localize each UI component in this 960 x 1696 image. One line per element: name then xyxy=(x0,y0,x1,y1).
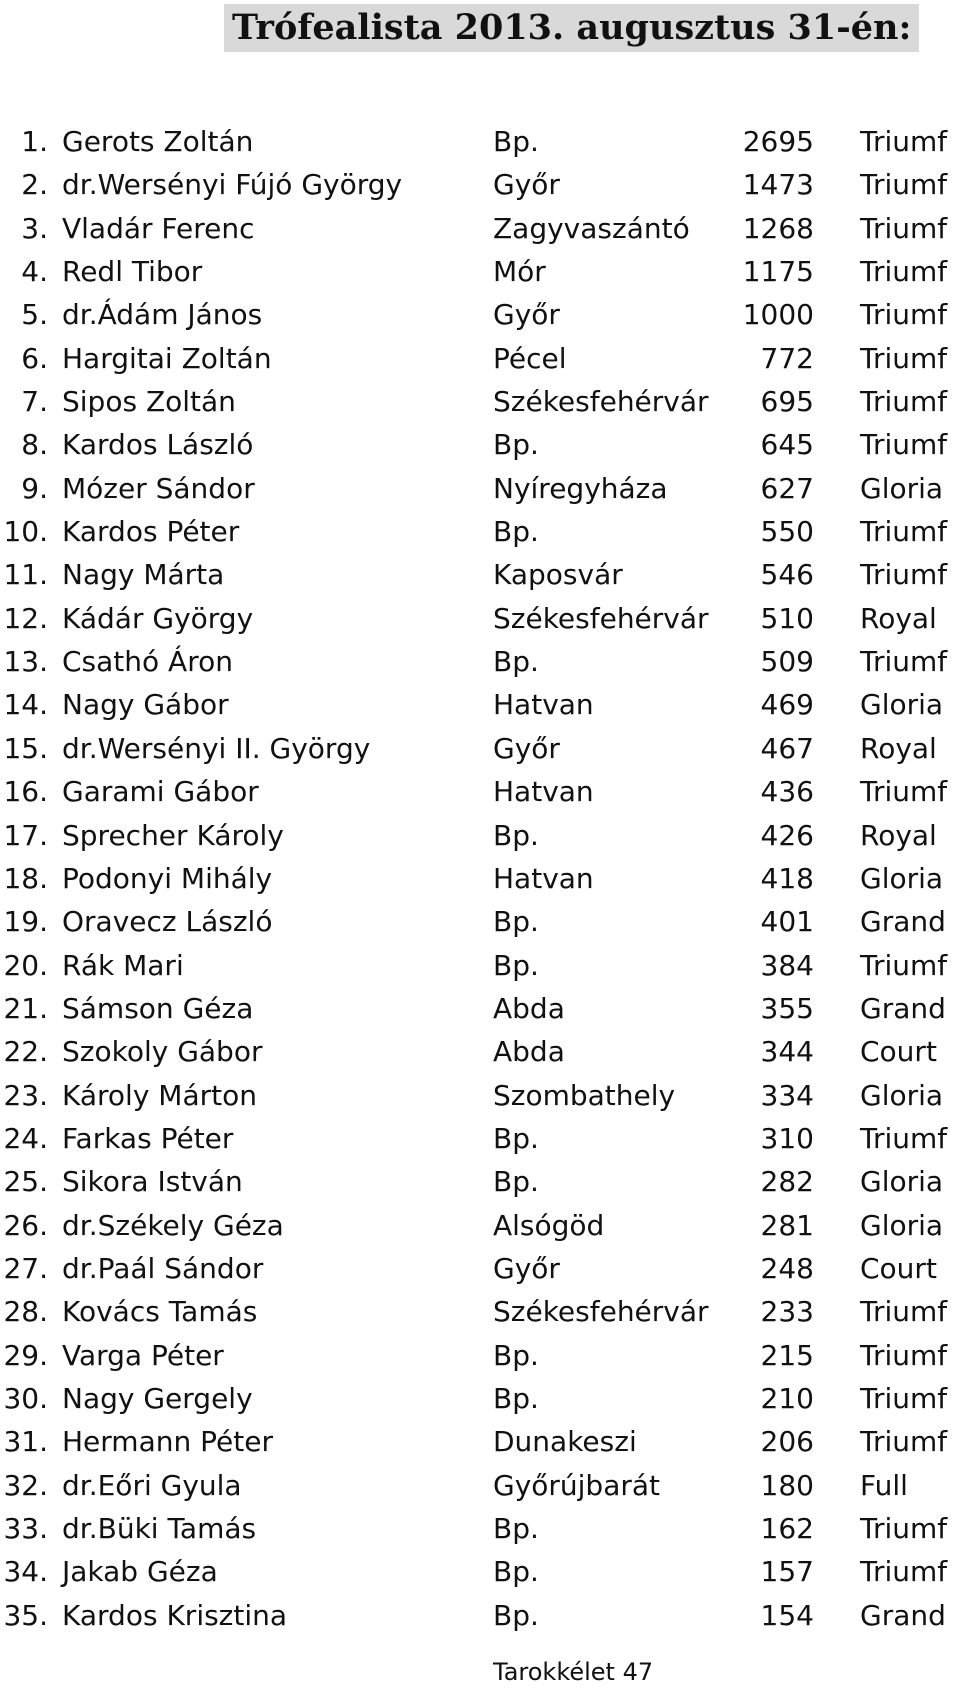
card-brand: Triumf xyxy=(860,1512,948,1545)
player-city: Pécel xyxy=(493,341,567,375)
rank-number: 11. xyxy=(3,558,48,592)
page-title: Trófealista 2013. augusztus 31-én: xyxy=(224,4,919,52)
card-brand: Gloria xyxy=(860,1078,944,1112)
player-city: Bp. xyxy=(493,1381,539,1415)
player-city: Bp. xyxy=(493,515,539,549)
player-name: Károly Márton xyxy=(62,1078,257,1112)
player-name: Kardos Krisztina xyxy=(62,1598,288,1632)
card-brand: Triumf xyxy=(860,168,948,202)
rank-number: 35. xyxy=(3,1598,48,1632)
player-city: Győr xyxy=(493,1251,560,1285)
player-name: Nagy Gábor xyxy=(62,688,229,722)
player-score: 162 xyxy=(760,1512,814,1545)
player-city: Bp. xyxy=(493,948,539,982)
player-score: 467 xyxy=(760,731,814,765)
card-brand: Triumf xyxy=(860,255,948,289)
player-name: Csathó Áron xyxy=(62,645,233,679)
player-city: Győrújbarát xyxy=(493,1468,661,1502)
player-score: 772 xyxy=(760,341,814,375)
rank-number: 15. xyxy=(3,731,48,765)
card-brand: Royal xyxy=(860,601,937,635)
player-score: 401 xyxy=(760,905,814,939)
player-name: dr.Ádám János xyxy=(62,298,263,332)
player-city: Győr xyxy=(493,168,560,202)
table-row xyxy=(0,510,960,553)
player-city: Hatvan xyxy=(493,688,594,722)
player-score: 546 xyxy=(760,558,814,592)
player-score: 645 xyxy=(760,428,814,462)
card-brand: Triumf xyxy=(860,1425,948,1459)
rank-number: 6. xyxy=(21,341,48,375)
card-brand: Triumf xyxy=(860,1295,948,1329)
player-city: Bp. xyxy=(493,1338,539,1372)
player-score: 695 xyxy=(760,385,814,419)
player-city: Hatvan xyxy=(493,861,594,895)
player-score: 1268 xyxy=(742,211,814,245)
player-score: 509 xyxy=(760,645,814,679)
rank-number: 33. xyxy=(3,1512,48,1545)
table-row xyxy=(0,814,960,857)
player-name: Varga Péter xyxy=(62,1338,224,1372)
card-brand: Triumf xyxy=(860,1121,948,1155)
table-row xyxy=(0,770,960,813)
table-row xyxy=(0,683,960,726)
player-name: Rák Mari xyxy=(62,948,184,982)
card-brand: Triumf xyxy=(860,428,948,462)
card-brand: Grand xyxy=(860,905,946,939)
player-name: Kardos Péter xyxy=(62,515,240,549)
player-name: dr.Székely Géza xyxy=(62,1208,284,1242)
player-score: 384 xyxy=(760,948,814,982)
player-score: 418 xyxy=(760,861,814,895)
player-score: 469 xyxy=(760,688,814,722)
table-row xyxy=(0,1594,960,1637)
card-brand: Triumf xyxy=(860,515,948,549)
player-name: Mózer Sándor xyxy=(62,471,255,505)
rank-number: 12. xyxy=(3,601,48,635)
player-name: Vladár Ferenc xyxy=(62,211,255,245)
table-row xyxy=(0,944,960,987)
card-brand: Triumf xyxy=(860,1381,948,1415)
table-row xyxy=(0,1377,960,1420)
table-row xyxy=(0,1117,960,1160)
table-row xyxy=(0,1074,960,1117)
card-brand: Gloria xyxy=(860,1165,944,1199)
player-name: Podonyi Mihály xyxy=(62,861,273,895)
player-score: 233 xyxy=(760,1295,814,1329)
player-score: 180 xyxy=(760,1468,814,1502)
player-score: 2695 xyxy=(742,125,814,158)
card-brand: Triumf xyxy=(860,1555,948,1589)
card-brand: Triumf xyxy=(860,645,948,679)
card-brand: Court xyxy=(860,1035,937,1069)
rank-number: 29. xyxy=(3,1338,48,1372)
rank-number: 2. xyxy=(21,168,48,202)
card-brand: Grand xyxy=(860,1598,946,1632)
player-score: 310 xyxy=(760,1121,814,1155)
rank-number: 25. xyxy=(3,1165,48,1199)
player-name: Gerots Zoltán xyxy=(62,125,254,158)
table-row xyxy=(0,467,960,510)
player-name: Farkas Péter xyxy=(62,1121,234,1155)
player-name: Hargitai Zoltán xyxy=(62,341,272,375)
card-brand: Triumf xyxy=(860,385,948,419)
table-row xyxy=(0,337,960,380)
rank-number: 10. xyxy=(3,515,48,549)
rank-number: 32. xyxy=(3,1468,48,1502)
table-row xyxy=(0,640,960,683)
rank-number: 23. xyxy=(3,1078,48,1112)
card-brand: Triumf xyxy=(860,775,948,809)
table-row xyxy=(0,1334,960,1377)
table-row xyxy=(0,857,960,900)
player-city: Székesfehérvár xyxy=(493,385,709,419)
player-score: 206 xyxy=(760,1425,814,1459)
player-score: 157 xyxy=(760,1555,814,1589)
player-city: Győr xyxy=(493,731,560,765)
player-score: 248 xyxy=(760,1251,814,1285)
player-name: Kádár György xyxy=(62,601,254,635)
rank-number: 16. xyxy=(3,775,48,809)
player-city: Szombathely xyxy=(493,1078,676,1112)
player-city: Bp. xyxy=(493,1121,539,1155)
card-brand: Court xyxy=(860,1251,937,1285)
player-city: Abda xyxy=(493,991,565,1025)
card-brand: Gloria xyxy=(860,861,944,895)
player-name: Oravecz László xyxy=(62,905,273,939)
card-brand: Royal xyxy=(860,818,937,852)
card-brand: Grand xyxy=(860,991,946,1025)
player-city: Kaposvár xyxy=(493,558,623,592)
player-city: Nyíregyháza xyxy=(493,471,668,505)
rank-number: 30. xyxy=(3,1381,48,1415)
rank-number: 21. xyxy=(3,991,48,1025)
table-row xyxy=(0,1420,960,1463)
player-score: 627 xyxy=(760,471,814,505)
player-name: Sikora István xyxy=(62,1165,243,1199)
player-score: 426 xyxy=(760,818,814,852)
table-row xyxy=(0,380,960,423)
rank-number: 28. xyxy=(3,1295,48,1329)
player-score: 281 xyxy=(760,1208,814,1242)
table-row xyxy=(0,727,960,770)
player-name: Kovács Tamás xyxy=(62,1295,258,1329)
player-city: Mór xyxy=(493,255,546,289)
table-row xyxy=(0,1247,960,1290)
rank-number: 13. xyxy=(3,645,48,679)
rank-number: 19. xyxy=(3,905,48,939)
player-score: 510 xyxy=(760,601,814,635)
player-name: dr.Wersényi II. György xyxy=(62,731,371,765)
player-city: Bp. xyxy=(493,1598,539,1632)
card-brand: Triumf xyxy=(860,125,948,158)
player-city: Székesfehérvár xyxy=(493,601,709,635)
player-name: Kardos László xyxy=(62,428,254,462)
player-score: 282 xyxy=(760,1165,814,1199)
player-name: Garami Gábor xyxy=(62,775,259,809)
player-city: Bp. xyxy=(493,818,539,852)
player-name: Nagy Gergely xyxy=(62,1381,253,1415)
card-brand: Full xyxy=(860,1468,908,1502)
card-brand: Triumf xyxy=(860,1338,948,1372)
player-city: Győr xyxy=(493,298,560,332)
table-row xyxy=(0,987,960,1030)
player-city: Bp. xyxy=(493,1512,539,1545)
table-row xyxy=(0,900,960,943)
card-brand: Triumf xyxy=(860,211,948,245)
rank-number: 14. xyxy=(3,688,48,722)
rank-number: 4. xyxy=(21,255,48,289)
player-score: 154 xyxy=(760,1598,814,1632)
player-city: Zagyvaszántó xyxy=(493,211,690,245)
player-city: Székesfehérvár xyxy=(493,1295,709,1329)
player-city: Bp. xyxy=(493,1165,539,1199)
table-row xyxy=(0,293,960,336)
rank-number: 27. xyxy=(3,1251,48,1285)
rank-number: 8. xyxy=(21,428,48,462)
card-brand: Gloria xyxy=(860,688,944,722)
table-row xyxy=(0,250,960,293)
table-row xyxy=(0,1030,960,1073)
table-row xyxy=(0,553,960,596)
player-score: 1000 xyxy=(742,298,814,332)
table-row xyxy=(0,597,960,640)
page-footer: Tarokkélet 47 xyxy=(493,1658,654,1686)
card-brand: Royal xyxy=(860,731,937,765)
rank-number: 20. xyxy=(3,948,48,982)
rank-number: 3. xyxy=(21,211,48,245)
table-row xyxy=(0,120,960,163)
table-row xyxy=(0,163,960,206)
player-score: 355 xyxy=(760,991,814,1025)
player-city: Alsógöd xyxy=(493,1208,605,1242)
player-city: Bp. xyxy=(493,1555,539,1589)
table-row xyxy=(0,1160,960,1203)
card-brand: Gloria xyxy=(860,471,944,505)
player-score: 344 xyxy=(760,1035,814,1069)
rank-number: 24. xyxy=(3,1121,48,1155)
card-brand: Triumf xyxy=(860,341,948,375)
player-name: dr.Eőri Gyula xyxy=(62,1468,242,1502)
card-brand: Gloria xyxy=(860,1208,944,1242)
player-name: dr.Wersényi Fújó György xyxy=(62,168,403,202)
rank-number: 17. xyxy=(3,818,48,852)
table-row xyxy=(0,423,960,466)
table-row xyxy=(0,1204,960,1247)
player-name: Sprecher Károly xyxy=(62,818,284,852)
player-score: 1473 xyxy=(742,168,814,202)
card-brand: Triumf xyxy=(860,298,948,332)
player-score: 334 xyxy=(760,1078,814,1112)
rank-number: 9. xyxy=(21,471,48,505)
player-name: Nagy Márta xyxy=(62,558,225,592)
table-row xyxy=(0,1550,960,1593)
player-score: 1175 xyxy=(742,255,814,289)
rank-number: 31. xyxy=(3,1425,48,1459)
trophy-list xyxy=(0,120,960,1637)
player-name: Szokoly Gábor xyxy=(62,1035,263,1069)
card-brand: Triumf xyxy=(860,558,948,592)
player-name: Redl Tibor xyxy=(62,255,203,289)
card-brand: Triumf xyxy=(860,948,948,982)
rank-number: 18. xyxy=(3,861,48,895)
player-score: 550 xyxy=(760,515,814,549)
player-score: 436 xyxy=(760,775,814,809)
player-city: Bp. xyxy=(493,645,539,679)
rank-number: 7. xyxy=(21,385,48,419)
player-city: Bp. xyxy=(493,905,539,939)
player-city: Bp. xyxy=(493,428,539,462)
player-city: Abda xyxy=(493,1035,565,1069)
table-row xyxy=(0,1290,960,1333)
rank-number: 1. xyxy=(21,125,48,158)
player-name: dr.Büki Tamás xyxy=(62,1512,257,1545)
player-score: 215 xyxy=(760,1338,814,1372)
player-city: Hatvan xyxy=(493,775,594,809)
table-row xyxy=(0,207,960,250)
player-score: 210 xyxy=(760,1381,814,1415)
table-row xyxy=(0,1464,960,1507)
player-name: dr.Paál Sándor xyxy=(62,1251,264,1285)
player-name: Sipos Zoltán xyxy=(62,385,236,419)
player-city: Bp. xyxy=(493,125,539,158)
rank-number: 26. xyxy=(3,1208,48,1242)
table-row xyxy=(0,1507,960,1550)
rank-number: 34. xyxy=(3,1555,48,1589)
player-city: Dunakeszi xyxy=(493,1425,637,1459)
player-name: Jakab Géza xyxy=(62,1555,218,1589)
player-name: Hermann Péter xyxy=(62,1425,273,1459)
rank-number: 22. xyxy=(3,1035,48,1069)
player-name: Sámson Géza xyxy=(62,991,254,1025)
rank-number: 5. xyxy=(21,298,48,332)
